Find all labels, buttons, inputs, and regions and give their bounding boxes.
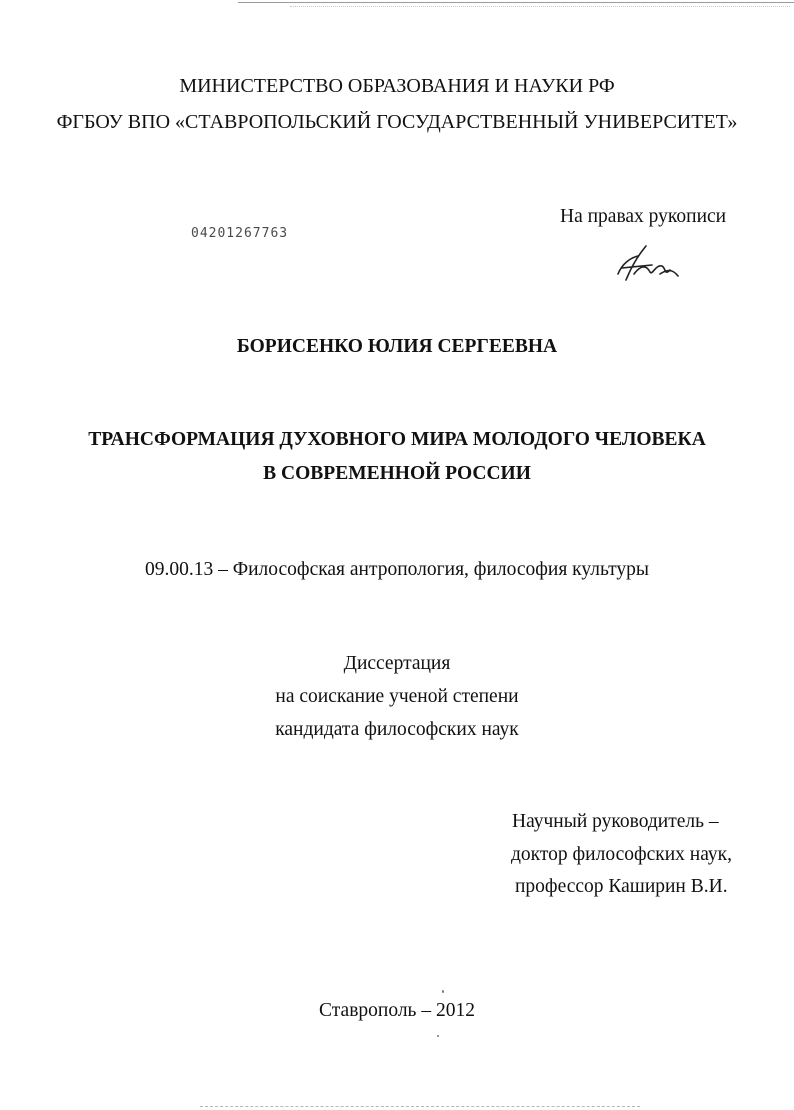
scan-speck: [437, 1035, 439, 1037]
document-type-line-2: на соискание ученой степени: [275, 686, 519, 707]
scan-top-edge: [238, 2, 794, 3]
dissertation-title-line-1: ТРАНСФОРМАЦИЯ ДУХОВНОГО МИРА МОЛОДОГО ЧЕЛОВЕКА: [88, 429, 706, 450]
dissertation-title-line-2: В СОВРЕМЕННОЙ РОССИИ: [263, 463, 531, 484]
supervisor-line-1: Научный руководитель –: [512, 811, 719, 832]
supervisor-line-2: доктор философских наук,: [511, 844, 732, 865]
scan-bottom-edge: [200, 1106, 640, 1107]
library-stamp-number: 04201267763: [191, 226, 289, 241]
document-type-line-1: Диссертация: [343, 653, 451, 674]
scan-speck: [442, 990, 444, 993]
manuscript-rights-note: На правах рукописи: [560, 206, 727, 227]
author-signature: [612, 240, 682, 290]
place-and-year: Ставрополь – 2012: [319, 1000, 475, 1021]
university-heading: ФГБОУ ВПО «СТАВРОПОЛЬСКИЙ ГОСУДАРСТВЕННЫЙ УНИВЕРСИТЕТ»: [56, 111, 738, 133]
scan-top-edge-dotted: [290, 6, 790, 7]
author-name: БОРИСЕНКО ЮЛИЯ СЕРГЕЕВНА: [236, 336, 558, 357]
supervisor-line-3: профессор Каширин В.И.: [515, 876, 728, 897]
document-type-line-3: кандидата философских наук: [275, 719, 519, 740]
ministry-heading: МИНИСТЕРСТВО ОБРАЗОВАНИЯ И НАУКИ РФ: [179, 75, 615, 97]
specialty-code: 09.00.13 – Философская антропология, философия культуры: [144, 559, 650, 580]
